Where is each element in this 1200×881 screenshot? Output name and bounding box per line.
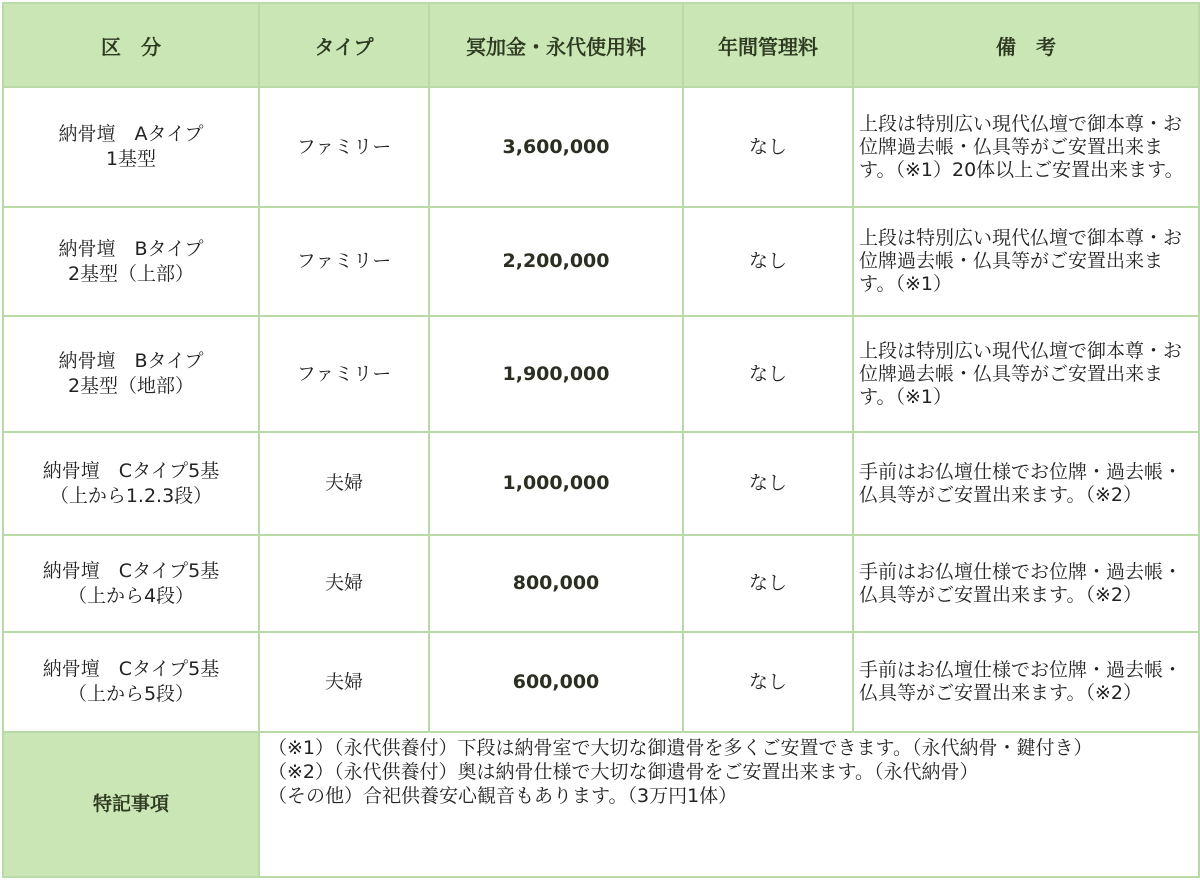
row-type: ファミリー	[259, 207, 429, 316]
row-price: 1,000,000	[429, 432, 683, 535]
special-notes-row	[3, 732, 1199, 877]
row-category: 納骨壇 Cタイプ5基 （上から1.2.3段）	[3, 432, 259, 535]
row-category: 納骨壇 Cタイプ5基 （上から5段）	[3, 632, 259, 732]
special-note-2: （※2）（永代供養付）奥は納骨仕様で大切な御遺骨をご安置出来ます。（永代納骨）	[268, 761, 979, 783]
row-note: 上段は特別広い現代仏壇で御本尊・お位牌過去帳・仏具等がご安置出来ます。（※1）20体以上ご安置出来ます。	[853, 87, 1199, 207]
row-annual-fee: なし	[683, 207, 853, 316]
row-category: 納骨壇 Cタイプ5基 （上から4段）	[3, 535, 259, 632]
row-type: ファミリー	[259, 316, 429, 432]
table-header-row	[3, 3, 1199, 87]
row-type: 夫婦	[259, 632, 429, 732]
table-row	[3, 316, 1199, 432]
special-note-3: （その他）合祀供養安心観音もあります。（3万円1体）	[268, 785, 738, 807]
row-price: 3,600,000	[429, 87, 683, 207]
row-category: 納骨壇 Bタイプ 2基型（地部）	[3, 316, 259, 432]
table-row	[3, 535, 1199, 632]
row-note: 手前はお仏壇仕様でお位牌・過去帳・仏具等がご安置出来ます。（※2）	[853, 432, 1199, 535]
header-category: 区 分	[3, 3, 259, 87]
header-type: タイプ	[259, 3, 429, 87]
row-note: 手前はお仏壇仕様でお位牌・過去帳・仏具等がご安置出来ます。（※2）	[853, 632, 1199, 732]
row-type: 夫婦	[259, 535, 429, 632]
row-price: 600,000	[429, 632, 683, 732]
row-note: 手前はお仏壇仕様でお位牌・過去帳・仏具等がご安置出来ます。（※2）	[853, 535, 1199, 632]
special-notes-label: 特記事項	[3, 732, 259, 877]
row-category: 納骨壇 Bタイプ 2基型（上部）	[3, 207, 259, 316]
columbarium-price-table	[2, 2, 1200, 878]
row-price: 2,200,000	[429, 207, 683, 316]
row-annual-fee: なし	[683, 316, 853, 432]
row-type: ファミリー	[259, 87, 429, 207]
table-row	[3, 207, 1199, 316]
row-annual-fee: なし	[683, 87, 853, 207]
header-fee: 冥加金・永代使用料	[429, 3, 683, 87]
header-annual-fee: 年間管理料	[683, 3, 853, 87]
row-annual-fee: なし	[683, 432, 853, 535]
header-remarks: 備 考	[853, 3, 1199, 87]
special-note-1: （※1）（永代供養付）下段は納骨室で大切な御遺骨を多くご安置できます。（永代納骨・鍵付き）	[268, 737, 1093, 759]
row-price: 1,900,000	[429, 316, 683, 432]
row-note: 上段は特別広い現代仏壇で御本尊・お位牌過去帳・仏具等がご安置出来ます。（※1）	[853, 207, 1199, 316]
table-row	[3, 632, 1199, 732]
row-price: 800,000	[429, 535, 683, 632]
row-annual-fee: なし	[683, 535, 853, 632]
special-notes-body	[259, 732, 1199, 877]
table-row	[3, 87, 1199, 207]
row-category: 納骨壇 Aタイプ 1基型	[3, 87, 259, 207]
row-type: 夫婦	[259, 432, 429, 535]
row-annual-fee: なし	[683, 632, 853, 732]
table-row	[3, 432, 1199, 535]
row-note: 上段は特別広い現代仏壇で御本尊・お位牌過去帳・仏具等がご安置出来ます。（※1）	[853, 316, 1199, 432]
